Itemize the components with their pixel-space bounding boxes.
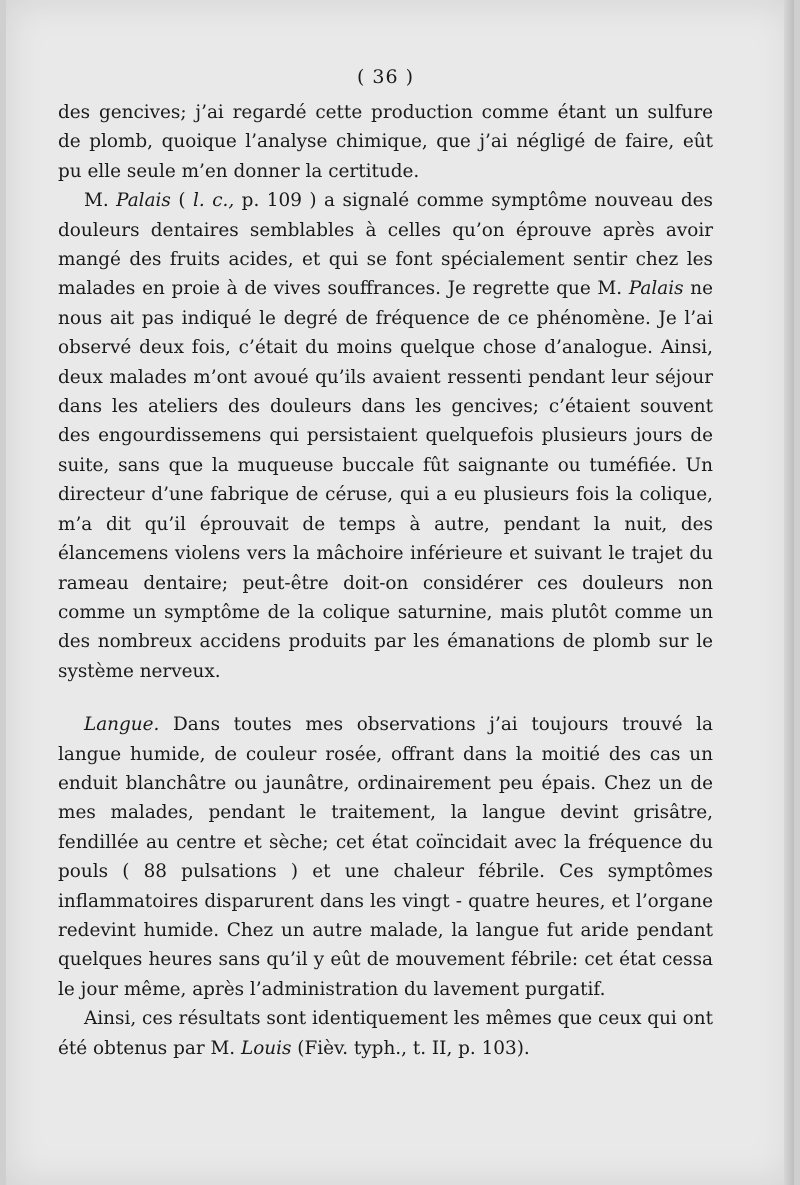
- paragraph-gencives: [58, 98, 713, 186]
- italic-text: l. c.,: [193, 190, 235, 212]
- text-run: Dans toutes mes observations j’ai toujours trouvé la langue humide, de couleur rosée, offrant dans la moitié des cas un enduit blanchâtre ou jaunâtre, ordinairement peu épais. Chez un de mes malades, pendant le traitement, la langue devint grisâtre, fendillée au centre et sèche; cet état coïncidait avec la fréquence du pouls ( 88 pulsations ) et une chaleur fébrile. Ces symptômes inflammatoires disparurent dans les vingt - quatre heures, et l’organe redevint humide. Chez un autre malade, la langue fut aride pendant quelques heures sans qu’il y eût de mouvement fébrile: cet état cessa le jour même, après l’administration du lavement purgatif.: [58, 714, 713, 1000]
- paragraph-resultats: [58, 1004, 713, 1063]
- text-run: (: [170, 190, 193, 212]
- text-run: ne nous ait pas indiqué le degré de fréquence de ce phénomène. Je l’ai observé deux fois, c’était du moins quelque chose d’analogue. Ainsi, deux malades m’ont avoué qu’ils avaient ressenti pendant leur séjour dans les ateliers des douleurs dans les gencives; c’étaient souvent des engourdissemens qui persistaient quelquefois plusieurs jours de suite, sans que la muqueuse buccale fût saignante ou tuméfiée. Un directeur d’une fabrique de céruse, qui a eu plusieurs fois la colique, m’a dit qu’il éprouvait de temps à autre, pendant la nuit, des élancemens violens vers la mâchoire inférieure et suivant le trajet du rameau dentaire; peut-être doit-on considérer ces douleurs non comme un symptôme de la colique saturnine, mais plutôt comme un des nombreux accidens produits par les émanations de plomb sur le système nerveux.: [58, 278, 713, 682]
- italic-text: Palais: [116, 190, 171, 212]
- book-page: [6, 0, 794, 1185]
- text-block: [58, 60, 713, 1063]
- paragraph-douleurs-dentaires: [58, 186, 713, 686]
- text-run: M.: [84, 190, 117, 212]
- text-run: des gencives; j’ai regardé cette production comme étant un sulfure de plomb, quoique l’analyse chimique, que j’ai négligé de faire, eût pu elle seule m’en donner la certitude.: [58, 102, 713, 182]
- text-run: (Fièv. typh., t. II, p. 103).: [291, 1037, 530, 1059]
- page-edge: [784, 0, 794, 1185]
- page-number: ( 36 ): [356, 66, 415, 88]
- italic-text: Langue.: [84, 714, 160, 736]
- text-run: Ainsi, ces résultats sont identiquement les mêmes que ceux qui ont été obtenus par M.: [58, 1008, 713, 1059]
- paragraph-langue: [58, 710, 713, 1004]
- text-run: p. 109 ) a signalé comme symptôme nouveau des douleurs dentaires semblables à celles qu’on éprouve après avoir mangé des fruits acides, et qui se font spécialement sentir chez les malades en proie à de vives souffrances. Je regrette que M.: [58, 190, 713, 300]
- italic-text: Louis: [241, 1037, 292, 1059]
- italic-text: Palais: [628, 278, 684, 300]
